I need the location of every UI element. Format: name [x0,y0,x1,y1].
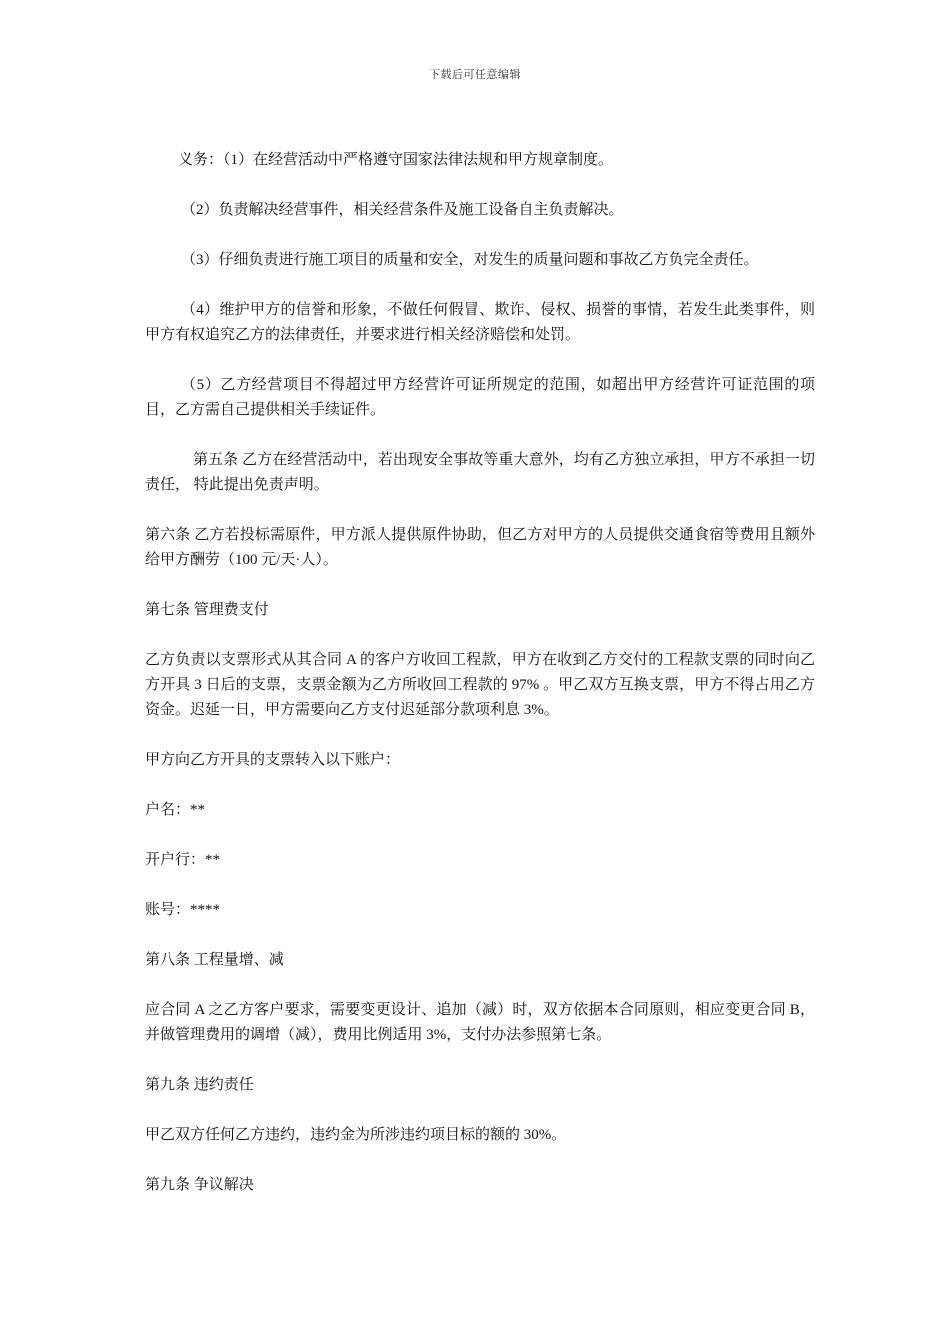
heading-article-9-dispute: 第九条 争议解决 [145,1177,254,1193]
account-name: 户名：** [145,802,206,818]
paragraph-article-7-body: 乙方负责以支票形式从其合同 A 的客户方收回工程款，甲方在收到乙方交付的工程款支票的同时向乙方开具 3 日后的支票，支票金额为乙方所收回工程款的 97% 。甲乙双方互换支票，甲方不得占用乙方资金。迟延一日，甲方需要向乙方支付迟延部分款项利息 3%。 [145,652,815,718]
paragraph-item-5: （5）乙方经营项目不得超过甲方经营许可证所规定的范围，如超出甲方经营许可证范围的项目，乙方需自己提供相关手续证件。 [145,377,815,418]
paragraph-item-3: （3）仔细负责进行施工项目的质量和安全，对发生的质量问题和事故乙方负完全责任。 [181,252,759,268]
page-header: 下载后可任意编辑 [429,69,521,81]
heading-article-7: 第七条 管理费支付 [145,602,269,618]
account-bank: 开户行：** [145,852,221,868]
paragraph-article-9-body: 甲乙双方任何乙方违约，违约金为所涉违约项目标的额的 30%。 [145,1127,567,1143]
paragraph-obligations: 义务：（1）在经营活动中严格遵守国家法律法规和甲方规章制度。 [178,152,614,168]
account-number: 账号：**** [145,902,221,918]
paragraph-article-6: 第六条 乙方若投标需原件，甲方派人提供原件协助，但乙方对甲方的人员提供交通食宿等费用且额外给甲方酬劳（100 元/天·人）。 [145,527,815,568]
paragraph-article-8-body: 应合同 A 之乙方客户要求，需要变更设计、追加（减）时，双方依据本合同原则，相应变更合同 B，并做管理费用的调增（减），费用比例适用 3%，支付办法参照第七条。 [145,1002,815,1043]
paragraph-article-5: 第五条 乙方在经营活动中，若出现安全事故等重大意外，均有乙方独立承担，甲方不承担一切责任， 特此提出免责声明。 [145,452,815,493]
document-body [145,148,815,1198]
paragraph-item-2: （2）负责解决经营事件，相关经营条件及施工设备自主负责解决。 [181,202,624,218]
heading-article-8: 第八条 工程量增、减 [145,952,284,968]
paragraph-item-4: （4）维护甲方的信誉和形象，不做任何假冒、欺诈、侵权、损誉的事情，若发生此类事件，则甲方有权追究乙方的法律责任，并要求进行相关经济赔偿和处罚。 [145,302,815,343]
heading-article-9-breach: 第九条 违约责任 [145,1077,254,1093]
paragraph-account-intro: 甲方向乙方开具的支票转入以下账户： [145,752,401,768]
